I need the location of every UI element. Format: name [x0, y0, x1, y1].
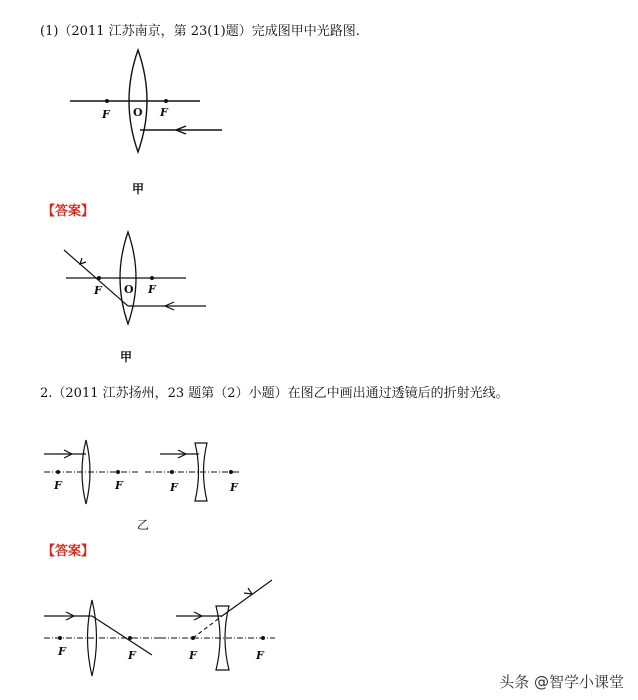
answer-tag-1: 【答案】 [42, 204, 95, 219]
focus-point-right [164, 99, 168, 103]
lens-pair-diagram-answer-2 [44, 580, 275, 676]
focus-label-right: F [160, 106, 168, 119]
concave-focus-label-right: F [230, 481, 238, 494]
answer-tag-2: 【答案】 [42, 544, 95, 559]
concave-focus-left [170, 470, 174, 474]
concave-refracted-ray [222, 580, 272, 616]
refracted-ray-arrow [80, 258, 86, 264]
convex-focus-left [58, 636, 62, 640]
focus-label-left: F [102, 108, 110, 121]
concave-focus-right [229, 470, 233, 474]
convex-lens-diagram-answer-1 [64, 232, 206, 324]
convex-lens-diagram-1 [70, 50, 222, 152]
convex-refracted-ray [92, 616, 152, 655]
question-2-text: 2.（2011 江苏扬州，23 题第（2）小题）在图乙中画出通过透镜后的折射光线。 [40, 386, 509, 401]
figure-caption-2: 乙 [137, 518, 150, 532]
convex-focus-right [116, 470, 120, 474]
convex-focus-label-right: F [128, 649, 136, 662]
concave-focus-label-left: F [170, 481, 178, 494]
figure-caption-1: 甲 [132, 182, 145, 196]
virtual-extension [193, 616, 222, 638]
focus-point-left [105, 99, 109, 103]
convex-focus-left [56, 470, 60, 474]
focus-point-right [150, 276, 154, 280]
answer-figure-caption-1: 甲 [120, 350, 133, 364]
question-1-text: (1)（2011 江苏南京，第 23(1)题）完成图甲中光路图. [40, 24, 360, 39]
focus-label-right: F [148, 283, 156, 296]
concave-focus-right [261, 636, 265, 640]
concave-focus-label-right: F [256, 649, 264, 662]
concave-focus-label-left: F [189, 649, 197, 662]
convex-focus-label-left: F [58, 645, 66, 658]
lens-pair-diagram-2 [44, 440, 240, 504]
focus-label-left: F [94, 284, 102, 297]
watermark: 头条 @智学小课堂 [499, 673, 624, 691]
convex-focus-label-left: F [54, 479, 62, 492]
convex-focus-label-right: F [115, 479, 123, 492]
center-label: O [124, 283, 134, 296]
center-label: O [133, 106, 143, 119]
